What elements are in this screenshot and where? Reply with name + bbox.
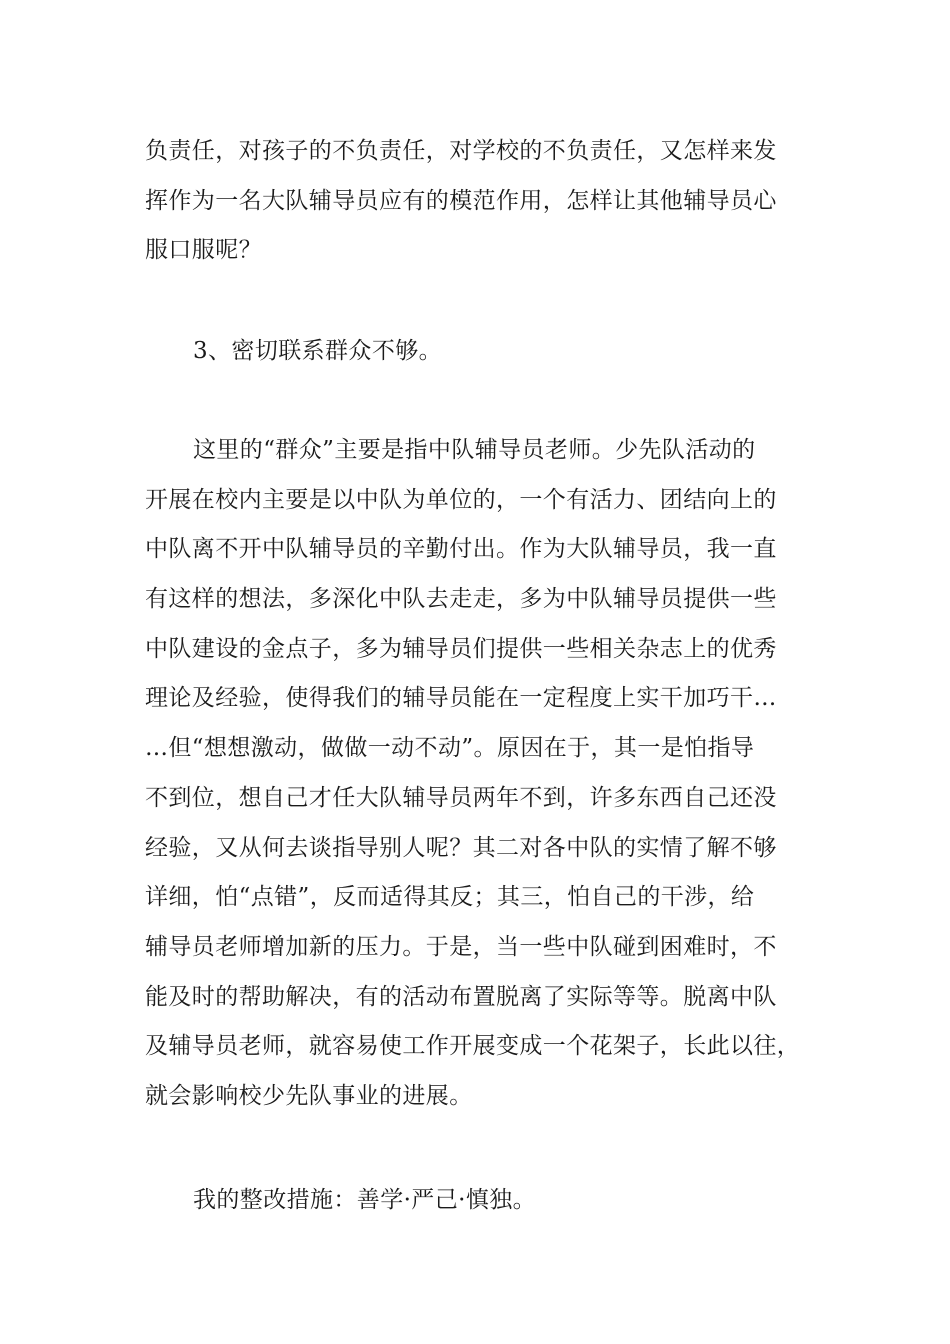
section-heading-3 bbox=[145, 327, 810, 377]
paragraph-line: 不到位，想自己才任大队辅导员两年不到，许多东西自己还没 bbox=[145, 784, 777, 811]
paragraph-continuation bbox=[145, 127, 810, 276]
heading-line: 我的整改措施：善学·严己·慎独。 bbox=[193, 1187, 537, 1213]
paragraph-line: …但“想想激动，做做一动不动”。原因在于，其一是怕指导 bbox=[145, 735, 755, 762]
paragraph-line: 中队建设的金点子，多为辅导员们提供一些相关杂志上的优秀 bbox=[145, 635, 777, 662]
paragraph-line: 有这样的想法，多深化中队去走走，多为中队辅导员提供一些 bbox=[145, 586, 777, 613]
paragraph-line: 挥作为一名大队辅导员应有的模范作用，怎样让其他辅导员心 bbox=[145, 187, 777, 214]
paragraph-line: 理论及经验，使得我们的辅导员能在一定程度上实干加巧干… bbox=[145, 685, 777, 712]
paragraph-line: 经验，又从何去谈指导别人呢？其二对各中队的实情了解不够 bbox=[145, 834, 777, 861]
paragraph-line: 及辅导员老师，就容易使工作开展变成一个花架子，长此以往， bbox=[145, 1033, 801, 1060]
paragraph-line: 这里的“群众”主要是指中队辅导员老师。少先队活动的 bbox=[193, 437, 756, 463]
heading-line: 3、密切联系群众不够。 bbox=[193, 338, 443, 364]
paragraph-line: 详细，怕“点错”，反而适得其反；其三，怕自己的干涉，给 bbox=[145, 884, 755, 911]
rectification-measures-heading bbox=[145, 1176, 810, 1226]
paragraph-line: 中队离不开中队辅导员的辛勤付出。作为大队辅导员，我一直 bbox=[145, 536, 777, 563]
paragraph-line: 服口服呢？ bbox=[145, 237, 262, 264]
paragraph-line: 能及时的帮助解决，有的活动布置脱离了实际等等。脱离中队 bbox=[145, 983, 777, 1010]
paragraph-line: 就会影响校少先队事业的进展。 bbox=[145, 1082, 473, 1109]
paragraph-masses bbox=[145, 426, 810, 1122]
paragraph-line: 开展在校内主要是以中队为单位的，一个有活力、团结向上的 bbox=[145, 486, 777, 513]
paragraph-line: 负责任，对孩子的不负责任，对学校的不负责任，又怎样来发 bbox=[145, 138, 777, 164]
paragraph-line: 辅导员老师增加新的压力。于是，当一些中队碰到困难时，不 bbox=[145, 933, 777, 960]
